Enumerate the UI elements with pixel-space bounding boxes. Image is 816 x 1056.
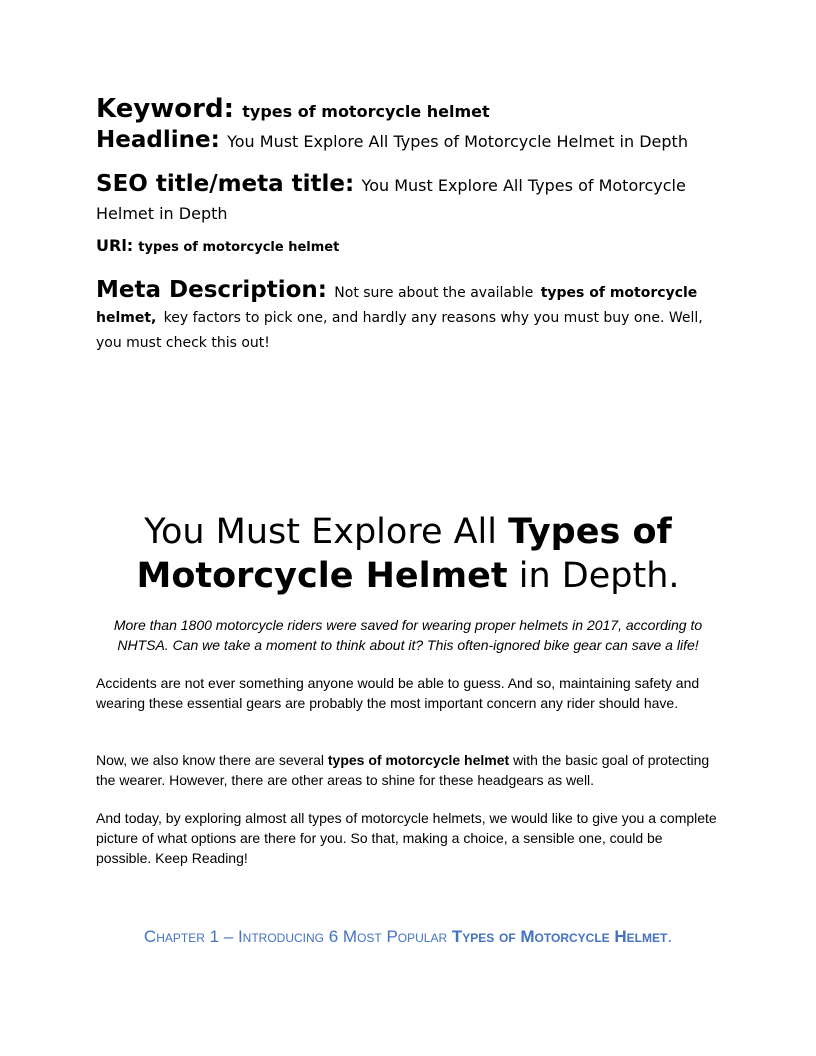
meta-description-pre: Not sure about the available <box>334 285 534 301</box>
headline-label: Headline: <box>96 127 220 153</box>
keyword-value: types of motorcycle helmet <box>242 102 490 121</box>
url-value: types of motorcycle helmet <box>138 240 340 255</box>
keyword-line <box>96 92 720 129</box>
url-line <box>96 235 720 259</box>
article-title <box>96 510 720 598</box>
meta-description-line <box>96 279 720 354</box>
seo-title-line <box>96 171 720 227</box>
paragraph-accidents: Accidents are not ever something anyone would be able to guess. And so, maintaining safety and wearing these essential gears are probably the most important concern any rider should have. <box>96 675 700 711</box>
seo-title-label: SEO title/meta title: <box>96 171 355 197</box>
paragraph-types <box>96 750 720 790</box>
seo-title-value: You Must Explore All Types of Motorcycle Helmet in Depth <box>96 176 686 223</box>
chapter-heading-keyword: Types of Motorcycle Helmet <box>451 927 668 946</box>
seo-block <box>96 92 720 354</box>
article-title-pre: You Must Explore All <box>144 512 497 552</box>
url-label: URl: <box>96 236 134 255</box>
headline-value: You Must Explore All Types of Motorcycle Helmet in Depth <box>227 132 688 151</box>
chapter-heading-pre: Chapter 1 – Introducing 6 Most Popular <box>143 927 448 946</box>
headline-line <box>96 125 720 157</box>
paragraph-types-pre: Now, we also know there are several <box>96 752 324 768</box>
paragraph-today: And today, by exploring almost all types of motorcycle helmets, we would like to give you a complete picture of what options are there for you. So that, making a choice, a sensible one, could be possible. Keep Reading! <box>96 810 717 866</box>
meta-description-post: key factors to pick one, and hardly any reasons why you must buy one. Well, you must check this out! <box>96 310 703 351</box>
meta-description-keyword: types of motorcycle helmet, <box>96 285 698 326</box>
article-lead: More than 1800 motorcycle riders were saved for wearing proper helmets in 2017, according to NHTSA. Can we take a moment to think about it? This often-ignored bike gear can save a life! <box>113 617 703 653</box>
meta-description-label: Meta Description: <box>96 277 327 303</box>
article-title-post: in Depth. <box>518 556 680 596</box>
keyword-label: Keyword: <box>96 94 234 124</box>
article-title-keyword: Types of Motorcycle Helmet <box>136 512 672 596</box>
chapter-heading <box>96 926 720 948</box>
paragraph-types-post: with the basic goal of protecting the wearer. However, there are other areas to shine for these headgears as well. <box>96 752 710 788</box>
paragraph-types-keyword: types of motorcycle helmet <box>327 752 510 768</box>
chapter-heading-post: . <box>667 927 673 946</box>
